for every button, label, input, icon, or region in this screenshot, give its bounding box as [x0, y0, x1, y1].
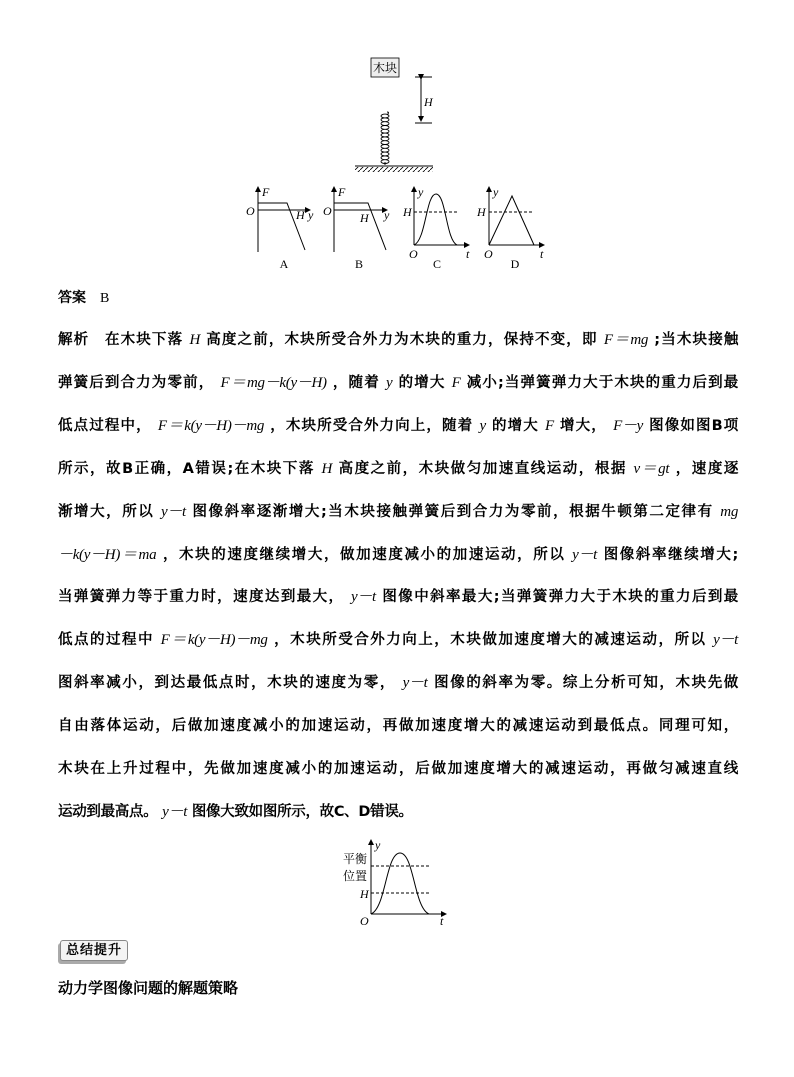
text-run: 低点过程中，	[58, 417, 152, 434]
answer-label: 答案	[58, 290, 86, 306]
text-run: ，木块的速度继续增大，做加速度减小的加速运动，所以	[162, 546, 566, 563]
text-run: 高度之前，木块所受合外力为木块的重力，保持不变，即	[206, 332, 598, 348]
svg-text:C: C	[432, 257, 442, 271]
svg-text:F: F	[262, 185, 270, 199]
math-expression: H	[321, 460, 332, 477]
text-run: 运动到最高点。	[58, 803, 158, 820]
analysis-line	[58, 759, 738, 779]
svg-text:D: D	[510, 257, 520, 271]
text-run: 高度之前，木块做匀加速直线运动，根据	[338, 460, 627, 477]
svg-text:平衡: 平衡	[343, 852, 368, 866]
analysis-line	[58, 545, 738, 565]
math-expression: mg	[720, 503, 739, 520]
analysis-line	[58, 416, 738, 436]
analysis-line	[58, 330, 738, 350]
svg-text:O: O	[484, 247, 493, 261]
svg-text:F: F	[338, 185, 346, 199]
text-run: 的增大	[491, 417, 539, 434]
graph-c	[402, 185, 470, 271]
text-run: 图像大致如图所示，故C、D错误。	[191, 803, 413, 820]
analysis-line	[58, 502, 738, 522]
math-expression: F－y	[613, 417, 643, 434]
math-expression: y－t	[350, 589, 376, 606]
summary-badge: 总结提升	[60, 940, 128, 961]
text-run: ;当木块接触	[654, 332, 739, 348]
analysis-line	[58, 673, 738, 693]
math-expression: y－t	[402, 675, 428, 692]
math-expression: y－t	[572, 546, 598, 563]
svg-text:A: A	[279, 257, 289, 271]
text-run: ，随着	[332, 374, 380, 391]
svg-text:H: H	[360, 887, 369, 901]
math-expression: y－t	[160, 503, 186, 520]
answer-value: B	[100, 291, 110, 306]
text-run: 低点的过程中	[58, 632, 155, 649]
math-expression: y－t	[162, 803, 188, 820]
svg-text:H: H	[477, 205, 486, 219]
math-expression: y	[479, 417, 486, 434]
text-run: 图像的斜率为零。综上分析可知，木块先做	[434, 675, 738, 692]
svg-text:O: O	[323, 204, 332, 218]
text-run: 图像斜率继续增大;	[603, 546, 739, 563]
analysis-line	[58, 716, 738, 736]
svg-text:O: O	[360, 914, 369, 928]
math-expression: v＝gt	[633, 460, 670, 477]
svg-text:B: B	[354, 257, 364, 271]
svg-text:y: y	[493, 185, 499, 199]
graph-d	[476, 185, 544, 271]
svg-text:t: t	[466, 247, 470, 261]
svg-text:O: O	[409, 247, 418, 261]
analysis-line	[58, 587, 738, 607]
text-run: ，木块所受合外力向上，木块做加速度增大的减速运动，所以	[274, 632, 707, 649]
text-run: 自由落体运动，后做加速度减小的加速运动，再做加速度增大的减速运动到最低点。同理可知，	[58, 718, 738, 735]
block-label: 木块	[372, 61, 398, 75]
analysis-line	[58, 373, 738, 393]
graph-a	[246, 185, 314, 271]
svg-text:t: t	[540, 247, 544, 261]
text-run: 所示，故B正确，A错误;在木块下落	[58, 460, 315, 477]
answer	[58, 287, 109, 307]
spring-setup-figure	[355, 58, 434, 172]
svg-text:H: H	[360, 211, 369, 225]
text-run: 的增大	[398, 374, 446, 391]
text-run: 增大，	[560, 417, 607, 434]
svg-text:位置: 位置	[343, 869, 368, 883]
math-expression: F＝mg	[603, 332, 649, 348]
analysis-line	[58, 630, 738, 650]
svg-text:y: y	[375, 838, 381, 852]
text-run: 解析 在木块下落	[58, 332, 184, 348]
math-expression: F＝mg－k(y－H)	[220, 374, 327, 391]
svg-text:H: H	[296, 208, 305, 222]
text-run: ，速度逐	[675, 460, 739, 477]
text-run: 木块在上升过程中，先做加速度减小的加速运动，后做加速度增大的减速运动，再做匀减速直线	[58, 761, 738, 777]
text-run: 图像斜率逐渐增大;当木块接触弹簧后到合力为零前，根据牛顿第二定律有	[192, 503, 714, 520]
section-heading: 动力学图像问题的解题策略	[58, 979, 239, 997]
yt-graph-bottom	[343, 838, 446, 928]
text-run: 当弹簧弹力等于重力时，速度达到最大，	[58, 589, 345, 606]
svg-text:H: H	[403, 205, 412, 219]
graph-b	[323, 185, 390, 271]
svg-text:t: t	[440, 914, 444, 928]
math-expression: F＝k(y－H)－mg	[157, 417, 265, 434]
text-run: 图像中斜率最大;当弹簧弹力大于木块的重力后到最	[382, 589, 738, 606]
math-expression: H	[189, 332, 201, 348]
math-expression: F	[451, 374, 461, 391]
svg-text:y: y	[384, 208, 390, 222]
text-run: ，木块所受合外力向上，随着	[270, 417, 474, 434]
spring	[381, 112, 389, 165]
text-run: 图像如图B项	[649, 417, 739, 434]
text-run: 图斜率减小，到达最低点时，木块的速度为零，	[58, 675, 396, 692]
math-expression: F＝k(y－H)－mg	[160, 632, 268, 649]
svg-text:y: y	[418, 185, 424, 199]
math-expression: y－t	[713, 632, 738, 649]
text-run: 减小;当弹簧弹力大于木块的重力后到最	[466, 374, 738, 391]
height-label: H	[424, 95, 433, 109]
svg-text:O: O	[246, 204, 255, 218]
text-run: 弹簧后到合力为零前，	[58, 374, 215, 391]
analysis-line	[58, 459, 738, 479]
math-expression: F	[545, 417, 554, 434]
math-expression: y	[386, 374, 393, 391]
text-run: 渐增大，所以	[58, 503, 155, 520]
analysis-line	[58, 802, 413, 822]
math-expression: －k(y－H)＝ma	[58, 546, 157, 563]
svg-text:y: y	[308, 208, 314, 222]
